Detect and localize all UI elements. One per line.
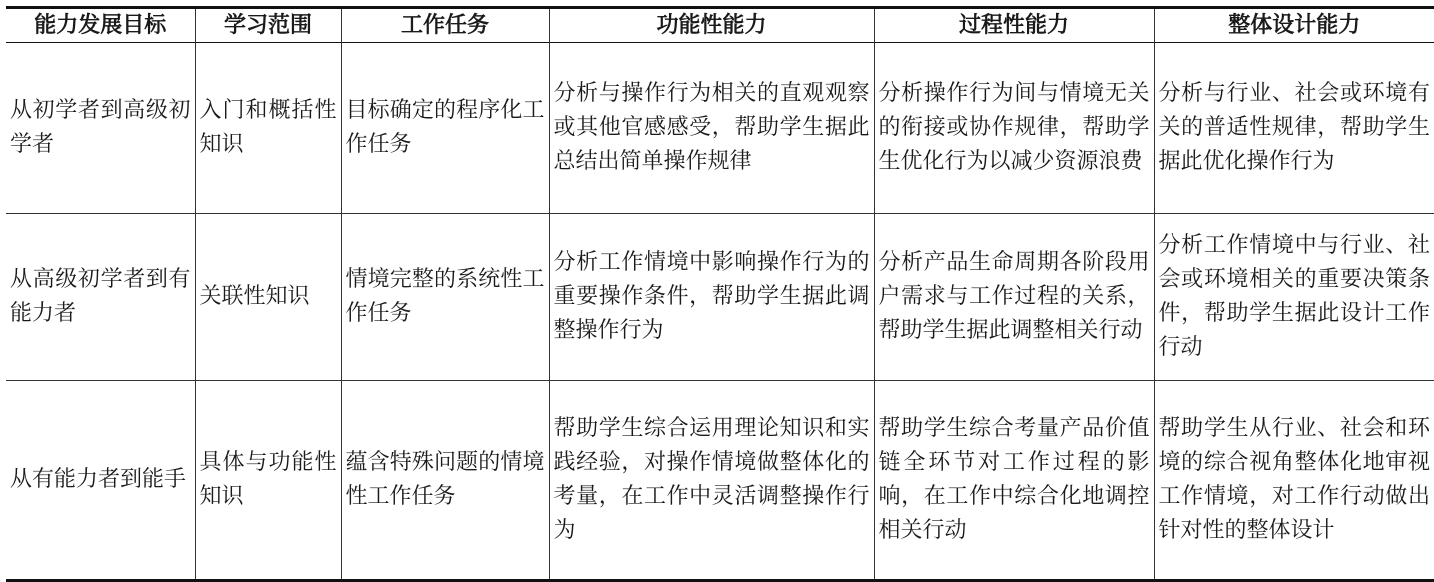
table-header-row — [6, 8, 1434, 43]
table-row — [6, 381, 1434, 581]
cell-scope: 具体与功能性知识 — [195, 381, 341, 581]
cell-task: 情境完整的系统性工作任务 — [341, 214, 549, 381]
cell-goal: 从初学者到高级初学者 — [6, 43, 195, 214]
cell-scope: 关联性知识 — [195, 214, 341, 381]
header-design: 整体设计能力 — [1154, 8, 1434, 43]
cell-goal: 从高级初学者到有能力者 — [6, 214, 195, 381]
cell-design: 分析与行业、社会或环境有关的普适性规律，帮助学生据此优化操作行为 — [1154, 43, 1434, 214]
cell-functional: 分析与操作行为相关的直观观察或其他官感感受，帮助学生据此总结出简单操作规律 — [549, 43, 874, 214]
cell-process: 分析产品生命周期各阶段用户需求与工作过程的关系，帮助学生据此调整相关行动 — [874, 214, 1154, 381]
table-row — [6, 43, 1434, 214]
header-functional: 功能性能力 — [549, 8, 874, 43]
cell-process: 分析操作行为间与情境无关的衔接或协作规律，帮助学生优化行为以减少资源浪费 — [874, 43, 1154, 214]
header-process: 过程性能力 — [874, 8, 1154, 43]
table-row — [6, 214, 1434, 381]
cell-design: 帮助学生从行业、社会和环境的综合视角整体化地审视工作情境，对工作行动做出针对性的整体设计 — [1154, 381, 1434, 581]
cell-scope: 入门和概括性知识 — [195, 43, 341, 214]
cell-functional: 分析工作情境中影响操作行为的重要操作条件，帮助学生据此调整操作行为 — [549, 214, 874, 381]
cell-design: 分析工作情境中与行业、社会或环境相关的重要决策条件，帮助学生据此设计工作行动 — [1154, 214, 1434, 381]
competency-table — [6, 6, 1434, 582]
cell-task: 目标确定的程序化工作任务 — [341, 43, 549, 214]
header-task: 工作任务 — [341, 8, 549, 43]
header-scope: 学习范围 — [195, 8, 341, 43]
cell-functional: 帮助学生综合运用理论知识和实践经验，对操作情境做整体化的考量，在工作中灵活调整操作行为 — [549, 381, 874, 581]
cell-goal: 从有能力者到能手 — [6, 381, 195, 581]
header-goal: 能力发展目标 — [6, 8, 195, 43]
cell-process: 帮助学生综合考量产品价值链全环节对工作过程的影响，在工作中综合化地调控相关行动 — [874, 381, 1154, 581]
cell-task: 蕴含特殊问题的情境性工作任务 — [341, 381, 549, 581]
